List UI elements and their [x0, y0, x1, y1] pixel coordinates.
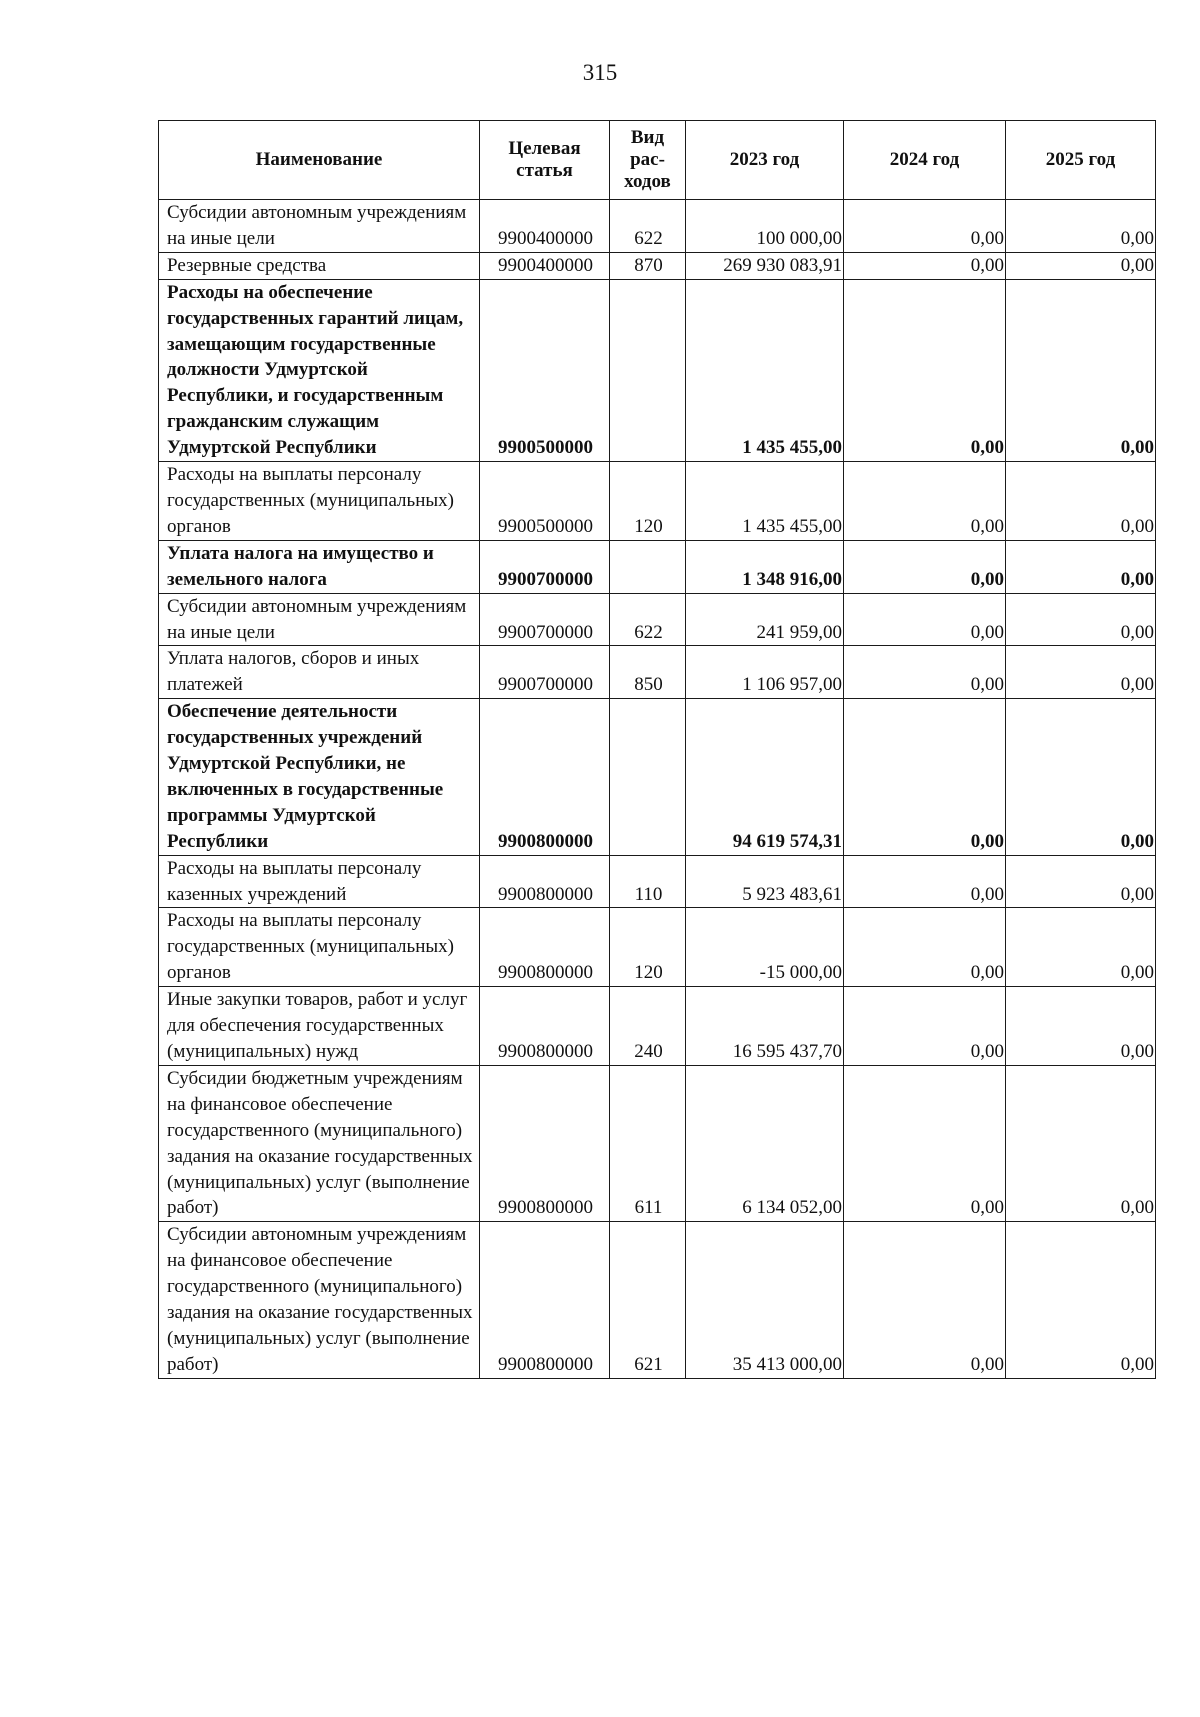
row-code-cell: 9900800000: [480, 1222, 610, 1378]
row-name-cell: Уплата налога на имущество и земельного налога: [159, 540, 480, 593]
budget-table: [158, 120, 1156, 1379]
row-type-cell: 622: [610, 200, 686, 253]
row-2025-cell: 0,00: [1006, 252, 1156, 279]
row-code-cell: 9900700000: [480, 593, 610, 646]
row-2023-cell: 5 923 483,61: [686, 855, 844, 908]
row-2025-cell: 0,00: [1006, 646, 1156, 699]
row-2024-cell: 0,00: [844, 252, 1006, 279]
row-2025-cell: 0,00: [1006, 908, 1156, 987]
row-2024-cell: 0,00: [844, 462, 1006, 541]
row-2025-cell: 0,00: [1006, 855, 1156, 908]
row-type-cell: [610, 540, 686, 593]
row-2025-cell: 0,00: [1006, 462, 1156, 541]
table-body: [159, 200, 1156, 1379]
row-2023-cell: 100 000,00: [686, 200, 844, 253]
row-code-cell: 9900700000: [480, 646, 610, 699]
table-row: [159, 540, 1156, 593]
row-2023-cell: 1 106 957,00: [686, 646, 844, 699]
row-2024-cell: 0,00: [844, 699, 1006, 855]
row-code-cell: 9900800000: [480, 987, 610, 1066]
row-2023-cell: 16 595 437,70: [686, 987, 844, 1066]
page-number: 315: [582, 60, 618, 85]
row-name-cell: Расходы на выплаты персоналу государственных (муниципальных) органов: [159, 908, 480, 987]
table-row: [159, 593, 1156, 646]
header-code: Целевая статья: [480, 121, 610, 200]
row-2025-cell: 0,00: [1006, 1065, 1156, 1221]
table-row: [159, 252, 1156, 279]
row-2024-cell: 0,00: [844, 540, 1006, 593]
row-2024-cell: 0,00: [844, 1065, 1006, 1221]
row-name-cell: Расходы на выплаты персоналу государственных (муниципальных) органов: [159, 462, 480, 541]
row-2024-cell: 0,00: [844, 908, 1006, 987]
row-code-cell: 9900700000: [480, 540, 610, 593]
row-code-cell: 9900500000: [480, 279, 610, 461]
row-code-cell: 9900800000: [480, 699, 610, 855]
row-2025-cell: 0,00: [1006, 200, 1156, 253]
row-type-cell: 120: [610, 908, 686, 987]
row-2024-cell: 0,00: [844, 855, 1006, 908]
row-2024-cell: 0,00: [844, 200, 1006, 253]
row-2023-cell: 6 134 052,00: [686, 1065, 844, 1221]
row-2025-cell: 0,00: [1006, 593, 1156, 646]
header-type: Вид рас-ходов: [610, 121, 686, 200]
table-header-row: [159, 121, 1156, 200]
row-type-cell: 240: [610, 987, 686, 1066]
table-row: [159, 699, 1156, 855]
row-type-cell: 611: [610, 1065, 686, 1221]
row-name-cell: Иные закупки товаров, работ и услуг для обеспечения государственных (муниципальных) нужд: [159, 987, 480, 1066]
table-row: [159, 1065, 1156, 1221]
row-2024-cell: 0,00: [844, 1222, 1006, 1378]
table-row: [159, 200, 1156, 253]
row-2025-cell: 0,00: [1006, 279, 1156, 461]
row-2024-cell: 0,00: [844, 987, 1006, 1066]
row-code-cell: 9900500000: [480, 462, 610, 541]
row-type-cell: 120: [610, 462, 686, 541]
row-name-cell: Расходы на выплаты персоналу казенных учреждений: [159, 855, 480, 908]
table-row: [159, 1222, 1156, 1378]
row-code-cell: 9900800000: [480, 908, 610, 987]
header-2024: 2024 год: [844, 121, 1006, 200]
row-2025-cell: 0,00: [1006, 540, 1156, 593]
row-2024-cell: 0,00: [844, 279, 1006, 461]
row-2023-cell: 241 959,00: [686, 593, 844, 646]
table-row: [159, 855, 1156, 908]
row-name-cell: Обеспечение деятельности государственных учреждений Удмуртской Республики, не включенных в государственные программы Удмуртской Республики: [159, 699, 480, 855]
row-2023-cell: 269 930 083,91: [686, 252, 844, 279]
row-2023-cell: 1 435 455,00: [686, 462, 844, 541]
row-name-cell: Субсидии автономным учреждениям на иные цели: [159, 200, 480, 253]
row-2023-cell: -15 000,00: [686, 908, 844, 987]
table-row: [159, 987, 1156, 1066]
row-code-cell: 9900800000: [480, 1065, 610, 1221]
row-2024-cell: 0,00: [844, 646, 1006, 699]
table-row: [159, 279, 1156, 461]
row-name-cell: Уплата налогов, сборов и иных платежей: [159, 646, 480, 699]
row-name-cell: Субсидии автономным учреждениям на финансовое обеспечение государственного (муниципального) задания на оказание государственных (муниципальных) услуг (выполнение работ): [159, 1222, 480, 1378]
header-2023: 2023 год: [686, 121, 844, 200]
row-2023-cell: 94 619 574,31: [686, 699, 844, 855]
row-name-cell: Расходы на обеспечение государственных гарантий лицам, замещающим государственные должности Удмуртской Республики, и государственным гражданским служащим Удмуртской Республики: [159, 279, 480, 461]
row-2023-cell: 1 435 455,00: [686, 279, 844, 461]
row-type-cell: 622: [610, 593, 686, 646]
row-code-cell: 9900400000: [480, 200, 610, 253]
row-code-cell: 9900800000: [480, 855, 610, 908]
row-2023-cell: 1 348 916,00: [686, 540, 844, 593]
row-code-cell: 9900400000: [480, 252, 610, 279]
row-2025-cell: 0,00: [1006, 1222, 1156, 1378]
row-type-cell: [610, 699, 686, 855]
row-type-cell: 110: [610, 855, 686, 908]
row-name-cell: Резервные средства: [159, 252, 480, 279]
row-2025-cell: 0,00: [1006, 699, 1156, 855]
row-type-cell: [610, 279, 686, 461]
row-2023-cell: 35 413 000,00: [686, 1222, 844, 1378]
header-name: Наименование: [159, 121, 480, 200]
row-2024-cell: 0,00: [844, 593, 1006, 646]
table-row: [159, 462, 1156, 541]
header-2025: 2025 год: [1006, 121, 1156, 200]
row-type-cell: 850: [610, 646, 686, 699]
table-row: [159, 646, 1156, 699]
row-2025-cell: 0,00: [1006, 987, 1156, 1066]
row-type-cell: 621: [610, 1222, 686, 1378]
row-type-cell: 870: [610, 252, 686, 279]
row-name-cell: Субсидии бюджетным учреждениям на финансовое обеспечение государственного (муниципального) задания на оказание государственных (муниципальных) услуг (выполнение работ): [159, 1065, 480, 1221]
row-name-cell: Субсидии автономным учреждениям на иные цели: [159, 593, 480, 646]
table-row: [159, 908, 1156, 987]
